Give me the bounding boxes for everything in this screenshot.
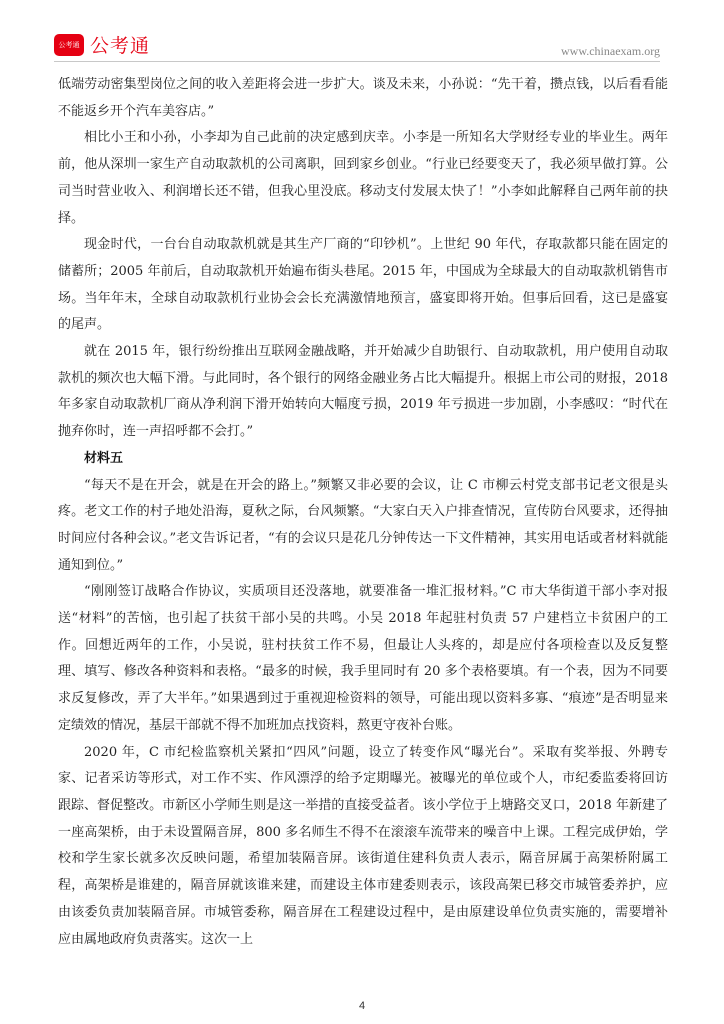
- paragraph: 现金时代，一台台自动取款机就是其生产厂商的“印钞机”。上世纪 90 年代，存取款都只能在固定的储蓄所；2005 年前后，自动取款机开始遍布街头巷尾。2015 年，中国成为全球最大的自动取款机销售市场。当年年末，全球自动取款机行业协会会长充满激情地预言，盛宴即将开始。但事后回看，这已是盛宴的尾声。: [58, 237, 668, 333]
- paragraph: 就在 2015 年，银行纷纷推出互联网金融战略，并开始减少自助银行、自动取款机，用户使用自动取款机的频次也大幅下滑。与此同时，各个银行的网络金融业务占比大幅提升。根据上市公司的财报，2018 年多家自动取款机厂商从净利润下滑开始转向大幅度亏损，2019 年亏损进一步加剧，小李感叹：“时代在抛弃你时，连一声招呼都不会打。”: [58, 344, 668, 440]
- page-number: 4: [358, 1000, 366, 1012]
- paragraph: 2020 年，C 市纪检监察机关紧扣“四风”问题，设立了转变作风“曝光台”。采取有奖举报、外聘专家、记者采访等形式，对工作不实、作风漂浮的给予定期曝光。被曝光的单位或个人，市纪委监委将回访跟踪、督促整改。市新区小学师生则是这一举措的直接受益者。该小学位于上塘路交叉口，2018 年新建了一座高架桥，由于未设置隔音屏，800 多名师生不得不在滚滚车流带来的噪音中上课。工程完成伊始，学校和学生家长就多次反映问题，希望加装隔音屏。该街道住建科负责人表示，隔音屏属于高架桥附属工程，高架桥是谁建的，隔音屏就该谁来建，而建设主体市建委则表示，该段高架已移交市城管委养护，应由该委负责加装隔音屏。市城管委称，隔音屏在工程建设过程中，是由原建设单位负责实施的，需要增补应由属地政府负责落实。这次一上: [58, 744, 668, 947]
- paragraph: “每天不是在开会，就是在开会的路上。”频繁又非必要的会议，让 C 市柳云村党支部书记老文很是头疼。老文工作的村子地处沿海，夏秋之际，台风频繁。“大家白天入户排查情况，宣传防台风要求，还得抽时间应付各种会议。”老文告诉记者，“有的会议只是花几分钟传达一下文件精神，其实用电话或者材料就能通知到位。”: [58, 477, 668, 573]
- paragraph: “刚刚签订战略合作协议，实质项目还没落地，就要准备一堆汇报材料。”C 市大华街道干部小李对报送“材料”的苦恼，也引起了扶贫干部小吴的共鸣。小吴 2018 年起驻村负责 57 户建档立卡贫困户的工作。回想近两年的工作，小吴说，驻村扶贫工作不易，但最让人头疼的，却是应付各项检查以及反复整理、填写、修改各种资料和表格。“最多的时候，我手里同时有 20 多个表格要填。有一个表，因为不同要求反复修改，弄了大半年。”如果遇到过于重视迎检资料的领导，可能出现以资料多寡、“痕迹”是否明显来定绩效的情况，基层干部就不得不加班加点找资料，熬更守夜补台账。: [58, 584, 668, 733]
- header-divider: [54, 61, 660, 62]
- page-header: [0, 0, 724, 64]
- logo-badge: [54, 34, 84, 56]
- document-body: [58, 72, 668, 953]
- section-heading: 材料五: [84, 450, 124, 466]
- brand-name: 公考通: [90, 35, 151, 57]
- logo-badge-text: 公考通: [58, 40, 80, 49]
- paragraph: 低端劳动密集型岗位之间的收入差距将会进一步扩大。谈及未来，小孙说：“先干着，攒点钱，以后看看能不能返乡开个汽车美容店。”: [58, 77, 668, 119]
- paragraph: 相比小王和小孙，小李却为自己此前的决定感到庆幸。小李是一所知名大学财经专业的毕业生。两年前，他从深圳一家生产自动取款机的公司离职，回到家乡创业。“行业已经要变天了，我必须早做打算。公司当时营业收入、利润增长还不错，但我心里没底。移动支付发展太快了！”小李如此解释自己两年前的抉择。: [58, 130, 668, 226]
- site-url: www.chinaexam.org: [561, 44, 660, 58]
